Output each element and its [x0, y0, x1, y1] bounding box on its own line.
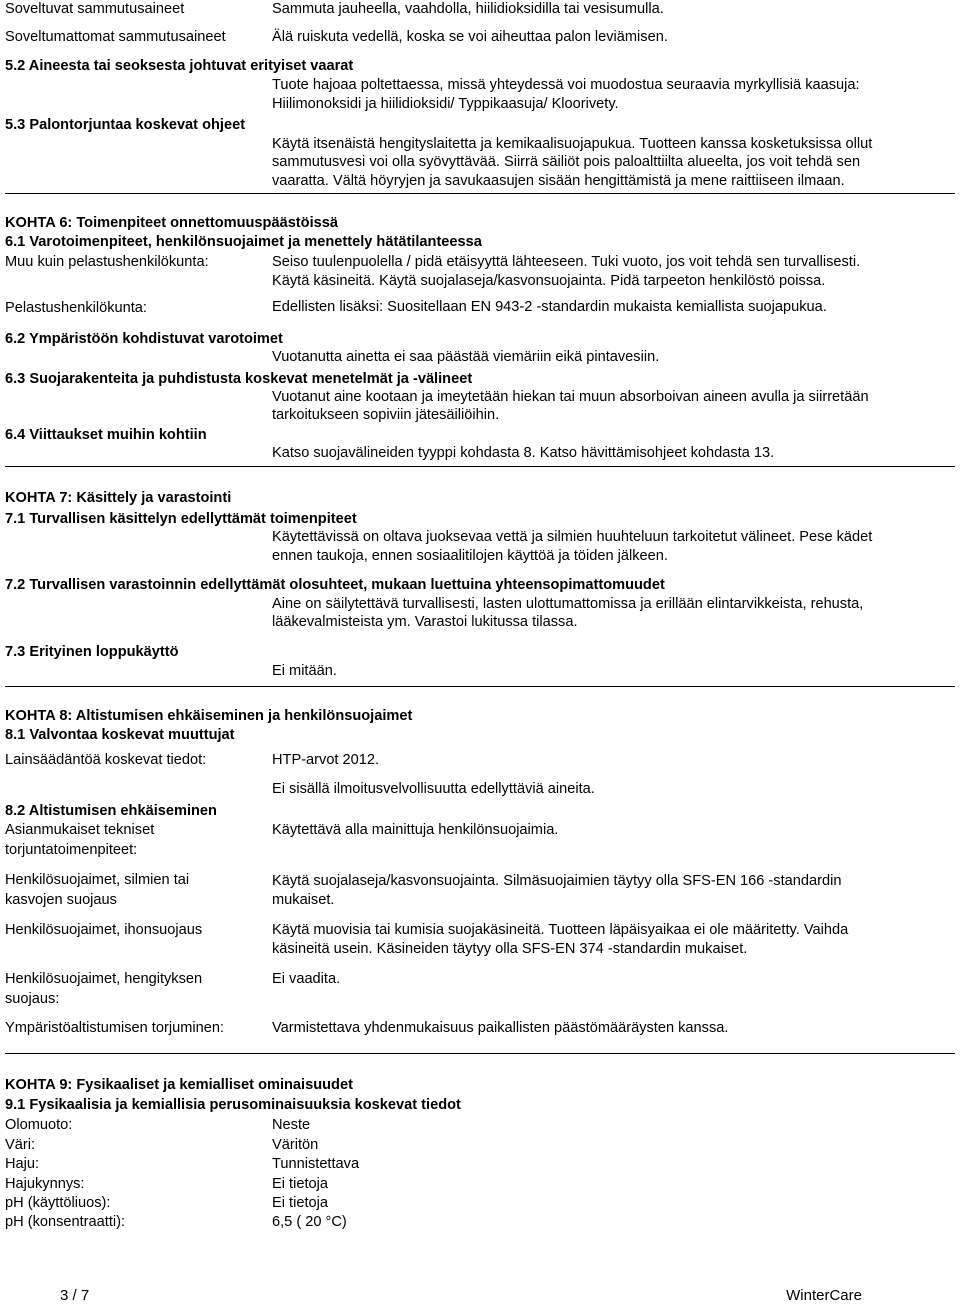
page-number: 3 / 7 — [60, 1287, 90, 1304]
section-divider — [5, 193, 955, 194]
section-6-4-heading: 6.4 Viittaukset muihin kohtiin — [5, 427, 207, 443]
section-6-title: KOHTA 6: Toimenpiteet onnettomuuspäästöissä — [5, 215, 338, 231]
section-8-2-heading: 8.2 Altistumisen ehkäiseminen — [5, 803, 217, 819]
section-6-2-heading: 6.2 Ympäristöön kohdistuvat varotoimet — [5, 331, 283, 347]
section-divider — [5, 466, 955, 467]
section-6-1-heading: 6.1 Varotoimenpiteet, henkilönsuojaimet ja menettely hätätilanteessa — [5, 234, 482, 250]
property-label: pH (käyttöliuos): — [5, 1195, 111, 1211]
respiratory-protection-value: Ei vaadita. — [272, 971, 341, 987]
engineering-controls-value: Käytettävä alla mainittuja henkilönsuojaimia. — [272, 822, 559, 838]
skin-protection-line: Käytä muovisia tai kumisia suojakäsineitä. Tuotteen läpäisyaikaa ei ole määritetty. Vaihda — [272, 922, 849, 938]
property-label: pH (konsentraatti): — [5, 1214, 126, 1230]
section-5-2-heading: 5.2 Aineesta tai seoksesta johtuvat erityiset vaarat — [5, 58, 354, 74]
respiratory-protection-label: suojaus: — [5, 991, 60, 1007]
unsuitable-extinguishers-label: Soveltumattomat sammutusaineet — [5, 29, 226, 45]
section-8-1-heading: 8.1 Valvontaa koskevat muuttujat — [5, 727, 235, 743]
environmental-exposure-value: Varmistettava yhdenmukaisuus paikallisten päästömääräysten kanssa. — [272, 1020, 729, 1036]
section-5-3-heading: 5.3 Palontorjuntaa koskevat ohjeet — [5, 117, 246, 133]
eye-protection-line: mukaiset. — [272, 892, 335, 908]
property-value: Neste — [272, 1117, 311, 1133]
suitable-extinguishers-label: Soveltuvat sammutusaineet — [5, 1, 185, 17]
non-rescue-personnel-line: Käytä käsineitä. Käytä suojalaseja/kasvonsuojainta. Pidä tarpeeton henkilöstö poissa. — [272, 273, 826, 289]
section-divider — [5, 1053, 955, 1054]
section-divider — [5, 686, 955, 687]
skin-protection-label: Henkilösuojaimet, ihonsuojaus — [5, 922, 203, 938]
eye-protection-label: kasvojen suojaus — [5, 892, 117, 908]
property-value: Ei tietoja — [272, 1195, 328, 1211]
section-7-3-value: Ei mitään. — [272, 663, 337, 679]
eye-protection-label: Henkilösuojaimet, silmien tai — [5, 872, 190, 888]
brand-name: WinterCare — [786, 1287, 862, 1304]
property-label: Väri: — [5, 1137, 36, 1153]
property-label: Olomuoto: — [5, 1117, 73, 1133]
suitable-extinguishers-value: Sammuta jauheella, vaahdolla, hiilidioksidilla tai vesisumulla. — [272, 1, 664, 17]
section-6-2-value: Vuotanutta ainetta ei saa päästää viemäriin eikä pintavesiin. — [272, 349, 660, 365]
non-rescue-personnel-label: Muu kuin pelastushenkilökunta: — [5, 254, 209, 270]
property-label: Haju: — [5, 1156, 40, 1172]
section-6-3-line: tarkoitukseen sopiviin jätesäiliöihin. — [272, 407, 500, 423]
eye-protection-line: Käytä suojalaseja/kasvonsuojainta. Silmäsuojaimien täytyy olla SFS-EN 166 -standardin — [272, 873, 842, 889]
section-5-3-line: sammutusvesi voi olla syövyttävää. Siirrä säiliöt pois paloalttiilta alueelta, jos voit tehdä sen — [272, 154, 861, 170]
property-value: Väritön — [272, 1137, 319, 1153]
no-limit-substances: Ei sisällä ilmoitusvelvollisuutta edellyttäviä aineita. — [272, 781, 595, 797]
section-7-1-heading: 7.1 Turvallisen käsittelyn edellyttämät toimenpiteet — [5, 511, 357, 527]
section-5-3-line: Käytä itsenäistä hengityslaitetta ja kemikaalisuojapukua. Tuotteen kanssa kosketuksissa ollut — [272, 136, 873, 152]
section-7-2-line: lääkevalmisteista ym. Varastoi lukitussa tilassa. — [272, 614, 578, 630]
skin-protection-line: käsineitä usein. Käsineiden täytyy olla SFS-EN 374 -standardin mukaiset. — [272, 941, 748, 957]
section-9-title: KOHTA 9: Fysikaaliset ja kemialliset ominaisuudet — [5, 1077, 353, 1093]
property-value: 6,5 ( 20 °C) — [272, 1214, 347, 1230]
property-value: Tunnistettava — [272, 1156, 360, 1172]
legal-info-value: HTP-arvot 2012. — [272, 752, 380, 768]
section-6-3-heading: 6.3 Suojarakenteita ja puhdistusta koskevat menetelmät ja -välineet — [5, 371, 473, 387]
section-5-2-line: Hiilimonoksidi ja hiilidioksidi/ Typpikaasuja/ Kloorivety. — [272, 96, 619, 112]
section-7-2-heading: 7.2 Turvallisen varastoinnin edellyttämät olosuhteet, mukaan luettuina yhteensopimattomuudet — [5, 577, 665, 593]
non-rescue-personnel-line: Seiso tuulenpuolella / pidä etäisyyttä lähteeseen. Tuki vuoto, jos voit tehdä sen turvallisesti. — [272, 254, 861, 270]
section-9-1-heading: 9.1 Fysikaalisia ja kemiallisia perusominaisuuksia koskevat tiedot — [5, 1097, 461, 1113]
section-6-3-line: Vuotanut aine kootaan ja imeytetään hiekan tai muun absorboivan aineen avulla ja siirretään — [272, 389, 869, 405]
environmental-exposure-label: Ympäristöaltistumisen torjuminen: — [5, 1020, 224, 1036]
rescue-personnel-label: Pelastushenkilökunta: — [5, 300, 147, 316]
section-5-2-line: Tuote hajoaa poltettaessa, missä yhteydessä voi muodostua seuraavia myrkyllisiä kaasuja: — [272, 77, 860, 93]
engineering-controls-label: torjuntatoimenpiteet: — [5, 842, 138, 858]
section-7-2-line: Aine on säilytettävä turvallisesti, lasten ulottumattomissa ja erillään elintarvikkeista, rehusta, — [272, 596, 864, 612]
section-6-4-value: Katso suojavälineiden tyyppi kohdasta 8. Katso hävittämisohjeet kohdasta 13. — [272, 445, 775, 461]
section-8-title: KOHTA 8: Altistumisen ehkäiseminen ja henkilönsuojaimet — [5, 708, 413, 724]
respiratory-protection-label: Henkilösuojaimet, hengityksen — [5, 971, 203, 987]
legal-info-label: Lainsäädäntöä koskevat tiedot: — [5, 752, 207, 768]
rescue-personnel-value: Edellisten lisäksi: Suositellaan EN 943-2 -standardin mukaista kemiallista suojapukua. — [272, 299, 827, 315]
engineering-controls-label: Asianmukaiset tekniset — [5, 822, 155, 838]
section-7-title: KOHTA 7: Käsittely ja varastointi — [5, 490, 232, 506]
property-label: Hajukynnys: — [5, 1176, 85, 1192]
section-5-3-line: vaaratta. Vältä höyryjen ja savukaasujen sisään hengittämistä ja mene raittiiseen ilmaan. — [272, 173, 845, 189]
property-value: Ei tietoja — [272, 1176, 328, 1192]
section-7-1-line: Käytettävissä on oltava juoksevaa vettä ja silmien huuhteluun tarkoitetut välineet. Pese kädet — [272, 529, 873, 545]
section-7-1-line: ennen taukoja, ennen sosiaalitilojen käyttöä ja töiden jälkeen. — [272, 548, 668, 564]
section-7-3-heading: 7.3 Erityinen loppukäyttö — [5, 644, 179, 660]
unsuitable-extinguishers-value: Älä ruiskuta vedellä, koska se voi aiheuttaa palon leviämisen. — [272, 29, 668, 45]
